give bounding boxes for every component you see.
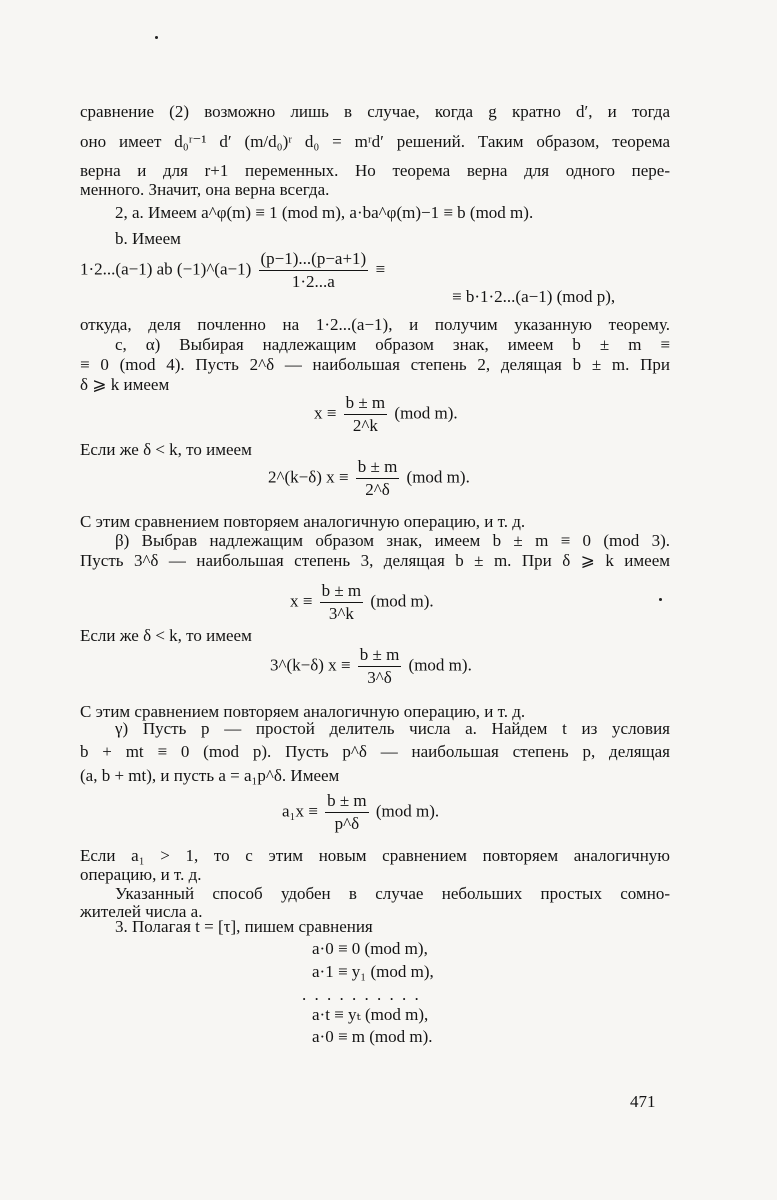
text-line: 3. Полагая t = [τ], пишем сравнения	[115, 917, 373, 936]
fraction-numerator: b ± m	[356, 456, 400, 479]
formula-lhs: x ≡	[314, 403, 337, 423]
text-line: Указанный способ удобен в случае небольших простых сомно-	[115, 884, 670, 903]
text-line: откуда, деля почленно на 1·2...(a−1), и получим указанную теорему.	[80, 315, 670, 334]
text-line: Если же δ < k, то имеем	[80, 626, 252, 645]
congruence-row: a·0 ≡ 0 (mod m),	[312, 939, 428, 958]
ellipsis-row: . . . . . . . . . .	[302, 985, 421, 1004]
text-line: С этим сравнением повторяем аналогичную операцию, и т. д.	[80, 702, 526, 721]
print-speck	[155, 36, 158, 39]
fraction-numerator: (p−1)...(p−a+1)	[259, 248, 369, 271]
text-line: Если a₁ > 1, то с этим новым сравнением повторяем аналогичную	[80, 846, 670, 865]
fraction-denominator: 2^k	[352, 416, 378, 435]
text-line: оно имеет d₀ʳ⁻¹ d′ (m/d₀)ʳ d₀ = mʳd′ решений. Таким образом, теорема	[80, 132, 670, 151]
fraction	[320, 580, 364, 625]
formula-lhs: a₁x ≡	[282, 801, 318, 821]
text-line: ≡ 0 (mod 4). Пусть 2^δ — наибольшая степень 2, делящая b ± m. При	[80, 355, 670, 374]
fraction	[259, 248, 369, 293]
text-line: верна и для r+1 переменных. Но теорема верна для одного пере-	[80, 161, 670, 180]
text-line: b + mt ≡ 0 (mod p). Пусть p^δ — наибольшая степень p, делящая	[80, 742, 670, 761]
text-line: δ ⩾ k имеем	[80, 375, 170, 394]
page-number: 471	[630, 1092, 656, 1111]
formula-mod: (mod m).	[394, 403, 458, 423]
formula-lead: 1·2...(a−1) ab (−1)^(a−1)	[80, 259, 252, 279]
text-line: операцию, и т. д.	[80, 865, 202, 884]
text-line: менного. Значит, она верна всегда.	[80, 180, 330, 199]
fraction-numerator: b ± m	[358, 644, 402, 667]
fraction-numerator: b ± m	[325, 790, 369, 813]
fraction	[358, 644, 402, 689]
formula-3	[290, 580, 434, 625]
fraction-numerator: b ± m	[344, 392, 388, 415]
congruence-row: a·0 ≡ m (mod m).	[312, 1027, 433, 1046]
congruence-row: a·t ≡ yₜ (mod m),	[312, 1005, 429, 1024]
formula-mod: (mod m).	[370, 591, 434, 611]
text-line: ≡ b·1·2...(a−1) (mod p),	[452, 287, 616, 306]
fraction-denominator: 3^δ	[367, 668, 392, 687]
fraction-denominator: 2^δ	[365, 480, 390, 499]
text-line: c, α) Выбирая надлежащим образом знак, имеем b ± m ≡	[115, 335, 670, 354]
text-line: С этим сравнением повторяем аналогичную операцию, и т. д.	[80, 512, 526, 531]
formula-lhs: x ≡	[290, 591, 313, 611]
fraction	[325, 790, 369, 835]
formula-b	[80, 248, 385, 293]
formula-2	[268, 456, 470, 501]
text-line: b. Имеем	[115, 229, 181, 248]
text-line: 2, a. Имеем a^φ(m) ≡ 1 (mod m), a·ba^φ(m)−1 ≡ b (mod m).	[115, 203, 534, 222]
formula-1	[314, 392, 458, 437]
formula-mod: (mod m).	[406, 467, 470, 487]
fraction-denominator: 1·2...a	[291, 272, 335, 291]
formula-lhs: 3^(k−δ) x ≡	[270, 655, 351, 675]
formula-4	[270, 644, 472, 689]
formula-mod: (mod m).	[375, 801, 440, 821]
text-line: γ) Пусть p — простой делитель числа a. Найдем t из условия	[115, 719, 670, 738]
text-line: (a, b + mt), и пусть a = a₁p^δ. Имеем	[80, 766, 340, 785]
fraction-denominator: p^δ	[334, 814, 360, 833]
fraction	[356, 456, 400, 501]
print-speck	[659, 598, 662, 601]
fraction-numerator: b ± m	[320, 580, 364, 603]
formula-lhs: 2^(k−δ) x ≡	[268, 467, 349, 487]
formula-5	[282, 790, 439, 835]
fraction-denominator: 3^k	[328, 604, 354, 623]
formula-mod: (mod m).	[408, 655, 472, 675]
text-line: жителей числа a.	[80, 902, 203, 921]
text-line: сравнение (2) возможно лишь в случае, когда g кратно d′, и тогда	[80, 102, 670, 121]
congruence-row: a·1 ≡ y₁ (mod m),	[312, 962, 434, 981]
fraction	[344, 392, 388, 437]
text-line: Пусть 3^δ — наибольшая степень 3, делящая b ± m. При δ ⩾ k имеем	[80, 551, 670, 570]
text-line: Если же δ < k, то имеем	[80, 440, 252, 459]
text-line: β) Выбрав надлежащим образом знак, имеем b ± m ≡ 0 (mod 3).	[115, 531, 670, 550]
equiv-sign: ≡	[375, 259, 386, 279]
